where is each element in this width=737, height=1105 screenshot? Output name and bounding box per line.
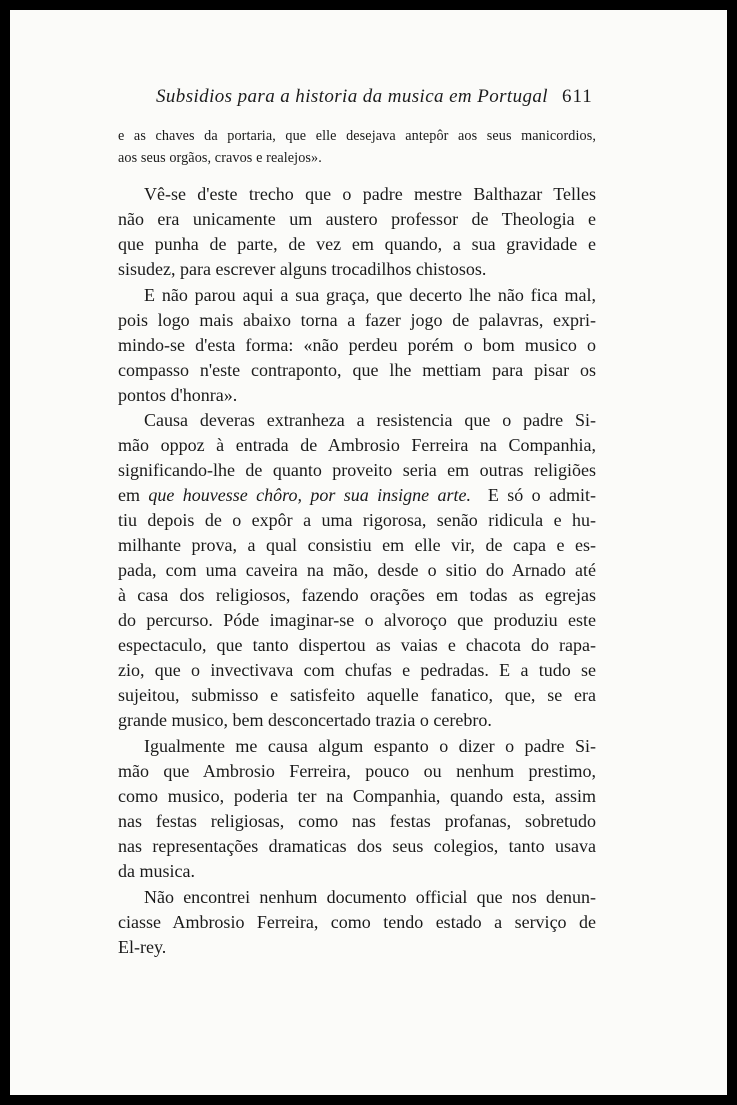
text-line: e as chaves da portaria, que elle desejava antepôr aos seus manicordios, <box>118 128 596 144</box>
text-line: compasso n'este contraponto, que lhe mettiam para pisar os <box>118 360 596 380</box>
running-title: Subsidios para a historia da musica em Portugal <box>156 86 548 107</box>
text-segment: E só o admit- <box>487 485 597 505</box>
text-line: da musica. <box>118 861 195 881</box>
text-line: à casa dos religiosos, fazendo orações em todas as egrejas <box>118 585 596 605</box>
text-line: El-rey. <box>118 937 167 957</box>
text-line: Vê-se d'este trecho que o padre mestre Balthazar Telles <box>144 184 596 204</box>
text-line: milhante prova, a qual consistiu em elle vir, de capa e es- <box>118 535 596 555</box>
page-header <box>10 86 727 118</box>
text-line: que punha de parte, de vez em quando, a sua gravidade e <box>118 234 596 254</box>
text-line: Causa deveras extranheza a resistencia que o padre Si- <box>144 410 596 430</box>
text-line: não era unicamente um austero professor de Theologia e <box>118 209 596 229</box>
text-line: mindo-se d'esta forma: «não perdeu porém o bom musico o <box>118 335 596 355</box>
text-line: E não parou aqui a sua graça, que decerto lhe não fica mal, <box>144 285 596 305</box>
text-line: mão oppoz à entrada de Ambrosio Ferreira na Companhia, <box>118 435 596 455</box>
text-line: Igualmente me causa algum espanto o dizer o padre Si- <box>144 736 596 756</box>
text-line: nas representações dramaticas dos seus colegios, tanto usava <box>118 836 596 856</box>
text-line: grande musico, bem desconcertado trazia o cerebro. <box>118 710 492 730</box>
text-line: espectaculo, que tanto dispertou as vaias e chacota do rapa- <box>118 635 596 655</box>
text-line: Não encontrei nenhum documento official que nos denun- <box>144 887 596 907</box>
text-line: pontos d'honra». <box>118 385 238 405</box>
text-line <box>118 485 596 506</box>
text-line: pada, com uma caveira na mão, desde o sitio do Arnado até <box>118 560 596 580</box>
text-line: como musico, poderia ter na Companhia, quando esta, assim <box>118 786 596 806</box>
text-line: significando-lhe de quanto proveito seria em outras religiões <box>118 460 596 480</box>
text-line: pois logo mais abaixo torna a fazer jogo de palavras, expri- <box>118 310 596 330</box>
text-segment: em <box>118 485 140 505</box>
text-line: ciasse Ambrosio Ferreira, como tendo estado a serviço de <box>118 912 596 932</box>
text-line: sisudez, para escrever alguns trocadilhos chistosos. <box>118 259 487 279</box>
text-line: zio, que o invectivava com chufas e pedradas. E a tudo se <box>118 660 596 680</box>
text-line: do percurso. Póde imaginar-se o alvoroço que produziu este <box>118 610 596 630</box>
book-page <box>10 10 727 1095</box>
page-number: 611 <box>562 86 593 107</box>
text-line: nas festas religiosas, como nas festas profanas, sobretudo <box>118 811 596 831</box>
text-line: tiu depois de o expôr a uma rigorosa, senão ridicula e hu- <box>118 510 596 530</box>
text-line: mão que Ambrosio Ferreira, pouco ou nenhum prestimo, <box>118 761 596 781</box>
text-line: sujeitou, submisso e satisfeito aquelle fanatico, que, se era <box>118 685 596 705</box>
quoted-text: que houvesse chôro, por sua insigne arte. <box>148 485 472 505</box>
text-line: aos seus orgãos, cravos e realejos». <box>118 150 322 166</box>
